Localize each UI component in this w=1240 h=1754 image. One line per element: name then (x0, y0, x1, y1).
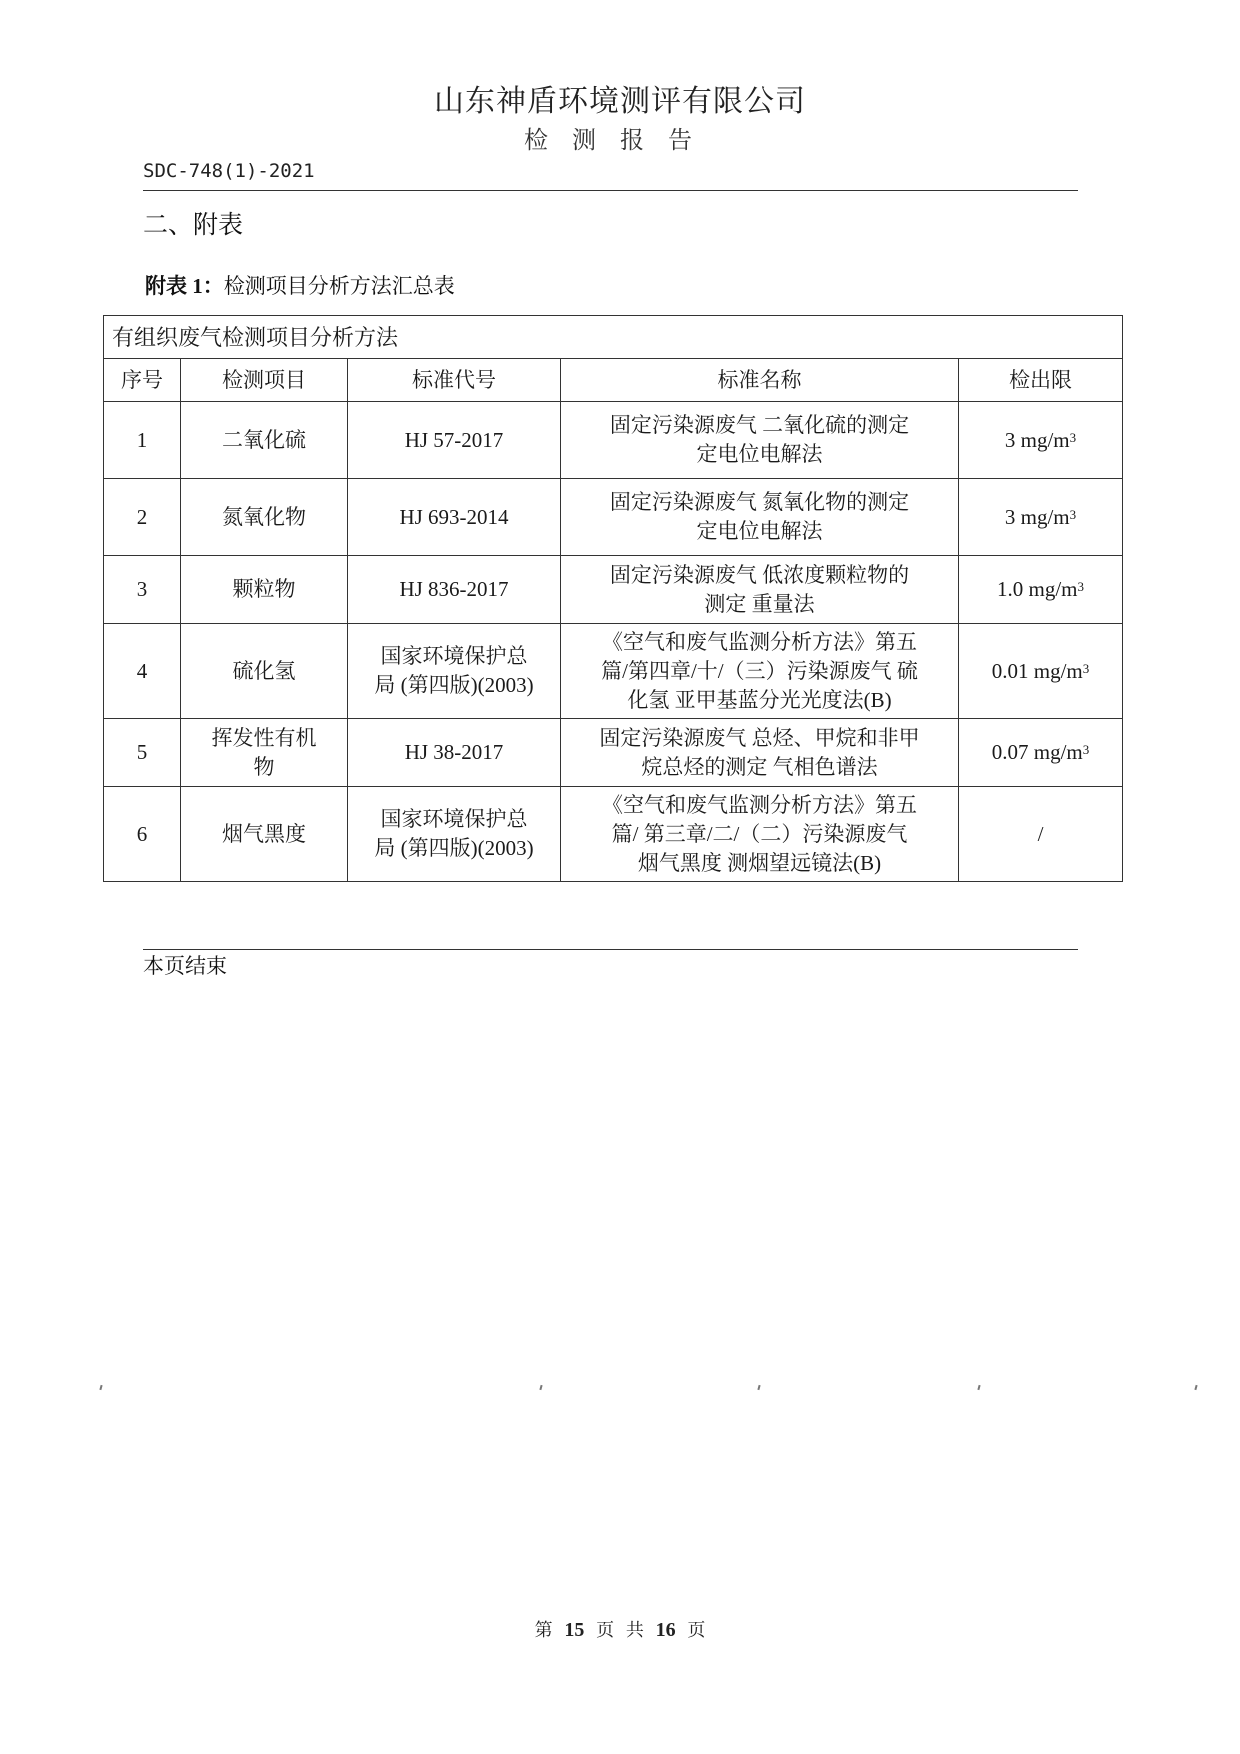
cell-text: 0.01 mg/m (991, 658, 1083, 683)
cell-line: 局 (第四版)(2003) (374, 836, 534, 860)
table-row (104, 719, 1123, 787)
scan-speck (757, 1385, 760, 1390)
company-name: 山东神盾环境测评有限公司 (434, 84, 806, 119)
unit-superscript: 3 (1082, 742, 1090, 757)
page-footer (0, 1616, 1240, 1642)
cell-line: 固定污染源废气 低浓度颗粒物的 (609, 562, 910, 587)
cell-text: 烟气黑度 (222, 821, 306, 846)
cell-text: HJ 836-2017 (399, 577, 509, 601)
cell-limit (959, 402, 1123, 479)
end-note: 本页结束 (143, 954, 227, 978)
cell-no (104, 624, 181, 719)
cell-text: 二氧化硫 (222, 427, 306, 452)
section-heading: 二、附表 (143, 210, 244, 239)
unit-superscript: 3 (1069, 506, 1077, 522)
table-caption (145, 270, 455, 300)
cell-text: 氮氧化物 (222, 504, 306, 529)
cell-line: 固定污染源废气 氮氧化物的测定 (609, 490, 910, 514)
cell-code (348, 402, 561, 479)
table-row (104, 624, 1123, 719)
scan-speck (1194, 1385, 1197, 1390)
cell-text: HJ 38-2017 (404, 740, 504, 764)
cell-text: 6 (136, 821, 148, 846)
cell-name (561, 402, 959, 479)
unit-superscript: 3 (1077, 579, 1084, 594)
cell-line: 国家环境保护总 (380, 644, 528, 668)
scan-speck (977, 1385, 980, 1390)
unit-superscript: 3 (1082, 660, 1090, 676)
cell-limit (959, 479, 1123, 556)
caption-prefix: 附表 1： (145, 274, 224, 298)
cell-item (181, 624, 348, 719)
cell-text: 硫化氢 (232, 658, 296, 683)
cell-limit (959, 624, 1123, 719)
cell-text: / (1037, 821, 1044, 846)
cell-line: 固定污染源废气 总烃、甲烷和非甲 (599, 725, 920, 750)
cell-name (561, 624, 959, 719)
cell-line: 测定 重量法 (704, 591, 815, 616)
column-header: 标准代号 (348, 359, 561, 402)
cell-name (561, 787, 959, 882)
cell-code (348, 624, 561, 719)
cell-text: 3 (136, 577, 148, 601)
cell-line: 固定污染源废气 二氧化硫的测定 (609, 413, 910, 437)
cell-line: 篇/ 第三章/二/（二）污染源废气 (611, 821, 908, 846)
table-row (104, 787, 1123, 882)
table-header-row (104, 359, 1123, 402)
column-header: 序号 (104, 359, 181, 402)
table-title: 有组织废气检测项目分析方法 (104, 316, 1123, 359)
cell-line: 烷总烃的测定 气相色谱法 (641, 754, 878, 779)
cell-text: 3 mg/m (1004, 504, 1070, 529)
cell-code (348, 787, 561, 882)
cell-line: 《空气和废气监测分析方法》第五 (602, 792, 917, 817)
column-header: 检出限 (959, 359, 1123, 402)
cell-text: 5 (136, 740, 148, 764)
end-divider (143, 949, 1078, 950)
cell-text: 1 (136, 427, 148, 452)
cell-no (104, 719, 181, 787)
cell-text: 1.0 mg/m (996, 577, 1078, 601)
cell-name (561, 556, 959, 624)
cell-line: 篇/第四章/十/（三）污染源废气 硫 (601, 658, 918, 683)
cell-code (348, 719, 561, 787)
caption-text: 检测项目分析方法汇总表 (223, 274, 455, 298)
page-label: 页 共 (596, 1620, 644, 1641)
unit-superscript: 3 (1069, 429, 1077, 445)
report-type: 检测报告 (524, 126, 716, 154)
cell-line: 局 (第四版)(2003) (374, 673, 534, 697)
cell-code (348, 556, 561, 624)
cell-name (561, 479, 959, 556)
cell-line: 烟气黑度 测烟望远镜法(B) (637, 850, 882, 875)
cell-text: HJ 57-2017 (404, 427, 504, 452)
table-row (104, 402, 1123, 479)
cell-text: 颗粒物 (232, 577, 296, 601)
cell-line: 化氢 亚甲基蓝分光光度法(B) (627, 687, 892, 712)
table-row (104, 479, 1123, 556)
page-label: 页 (687, 1620, 706, 1641)
cell-text: 0.07 mg/m (991, 740, 1083, 764)
cell-no (104, 556, 181, 624)
cell-name (561, 719, 959, 787)
table-row (104, 556, 1123, 624)
cell-line: 定电位电解法 (696, 519, 823, 543)
cell-line: 国家环境保护总 (380, 807, 528, 831)
cell-text: 4 (136, 658, 148, 683)
cell-no (104, 787, 181, 882)
total-pages: 16 (655, 1619, 676, 1641)
cell-no (104, 402, 181, 479)
cell-line: 定电位电解法 (696, 442, 823, 466)
report-code: SDC-748(1)-2021 (143, 160, 315, 182)
page-label: 第 (534, 1620, 553, 1641)
cell-item (181, 556, 348, 624)
cell-line: 物 (253, 754, 275, 779)
page-number: 15 (564, 1619, 585, 1641)
header-divider (143, 190, 1078, 191)
column-header: 检测项目 (181, 359, 348, 402)
cell-text: 2 (136, 504, 148, 529)
cell-item (181, 402, 348, 479)
cell-item (181, 787, 348, 882)
cell-text: 3 mg/m (1004, 427, 1070, 452)
cell-text: HJ 693-2014 (399, 504, 509, 529)
methods-table (103, 315, 1123, 882)
cell-item (181, 479, 348, 556)
cell-line: 《空气和废气监测分析方法》第五 (602, 629, 917, 654)
cell-no (104, 479, 181, 556)
cell-item (181, 719, 348, 787)
cell-limit (959, 787, 1123, 882)
cell-limit (959, 556, 1123, 624)
scan-speck (539, 1385, 542, 1390)
cell-limit (959, 719, 1123, 787)
scan-speck (99, 1385, 102, 1390)
cell-code (348, 479, 561, 556)
column-header: 标准名称 (561, 359, 959, 402)
cell-line: 挥发性有机 (211, 725, 317, 750)
